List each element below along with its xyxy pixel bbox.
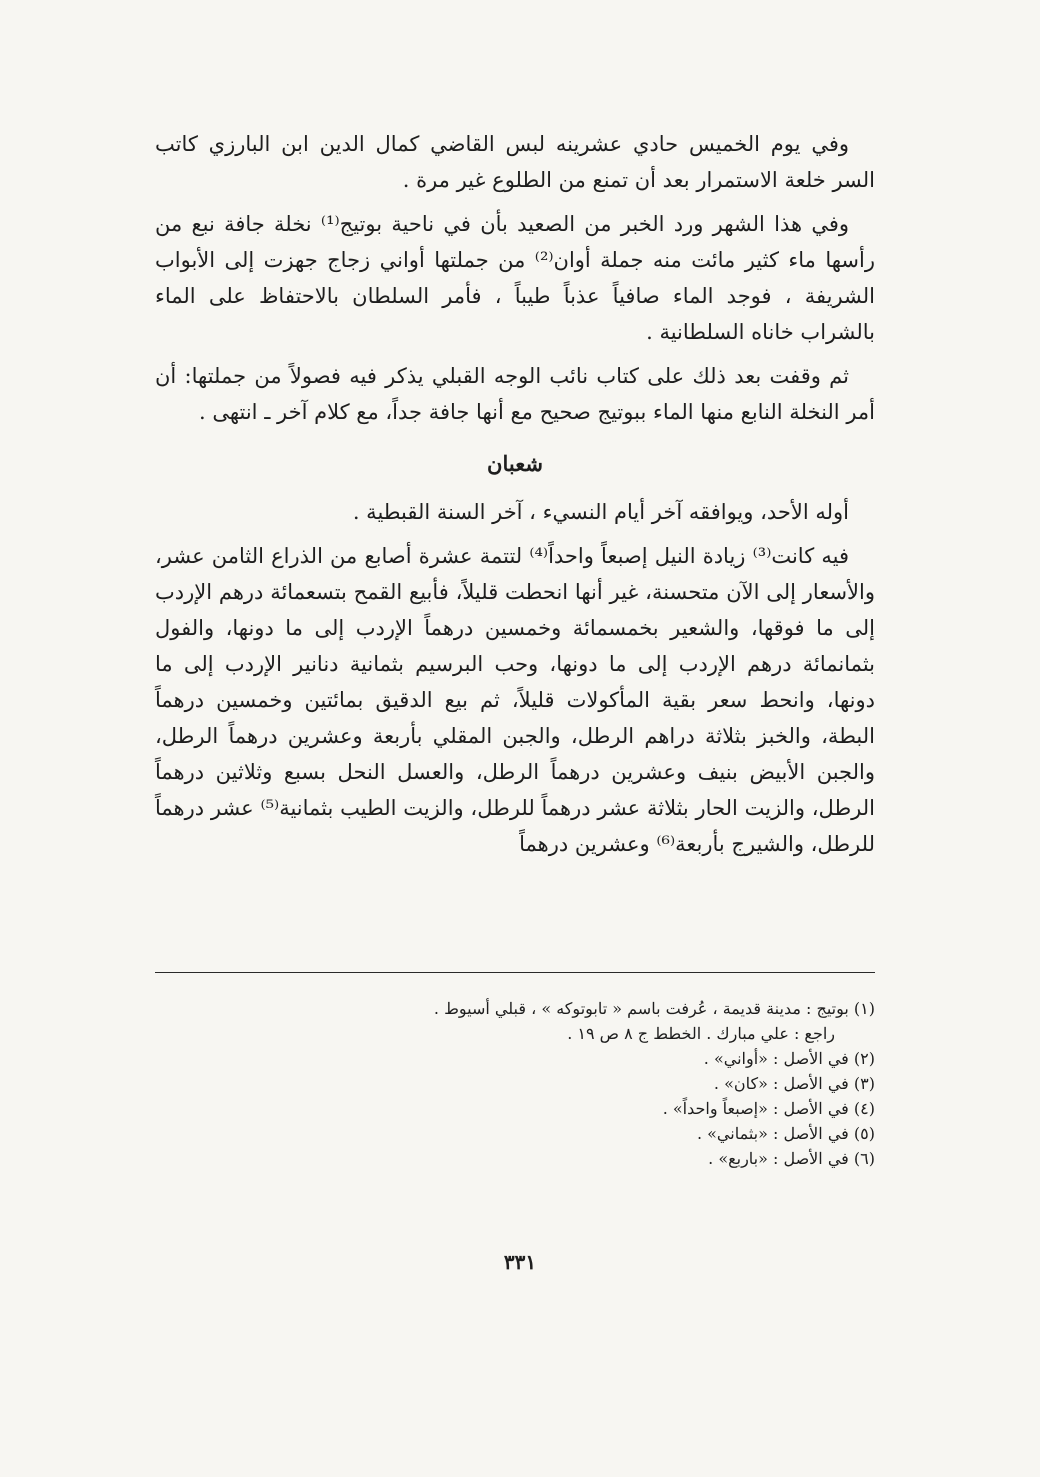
- paragraph: أوله الأحد، ويوافقه آخر أيام النسيء ، آخر السنة القبطية .: [352, 500, 849, 524]
- footnotes: [155, 996, 875, 1171]
- footnote-continuation: راجع : علي مبارك . الخطط ج ٨ ص ١٩ .: [567, 1024, 835, 1043]
- footnote: (٤) في الأصل : «إصبعاً واحداً» .: [662, 1099, 875, 1118]
- section-heading: شعبان: [487, 451, 543, 476]
- footnote-divider: [155, 972, 875, 973]
- paragraph: وفي هذا الشهر ورد الخبر من الصعيد بأن في ناحية بوتيج⁽¹⁾ نخلة جافة نبع من رأسها ماء كثير مائت منه جملة أوان⁽²⁾ من جملتها أواني زجاج جهزت إلى الأبواب الشريفة ، فوجد الماء صافياً عذباً طيباً ، فأمر السلطان بالاحتفاظ على الماء بالشراب خاناه السلطانية .: [155, 212, 875, 344]
- paragraph: وفي يوم الخميس حادي عشرينه لبس القاضي كمال الدين ابن البارزي كاتب السر خلعة الاستمرار بعد أن تمنع من الطلوع غير مرة .: [155, 132, 875, 192]
- paragraph: ثم وقفت بعد ذلك على كتاب نائب الوجه القبلي يذكر فيه فصولاً من جملتها: أن أمر النخلة النابع منها الماء ببوتيج صحيح مع أنها جافة جداً، مع كلام آخر ـ انتهى .: [155, 364, 875, 424]
- footnote: (٢) في الأصل : «أواني» .: [703, 1049, 875, 1068]
- footnote: (٦) في الأصل : «باربع» .: [708, 1149, 875, 1168]
- footnote: (١) بوتيج : مدينة قديمة ، عُرفت باسم « تابوتوكه » ، قبلي أسيوط .: [433, 999, 875, 1018]
- footnote: (٣) في الأصل : «كان» .: [713, 1074, 875, 1093]
- footnote: (٥) في الأصل : «بثماني» .: [696, 1124, 875, 1143]
- main-text: [155, 126, 875, 870]
- page-number: ٣٣١: [503, 1250, 537, 1274]
- paragraph: فيه كانت⁽³⁾ زيادة النيل إصبعاً واحداً⁽⁴⁾ لتتمة عشرة أصابع من الذراع الثامن عشر، والأسعار إلى الآن متحسنة، غير أنها انحطت قليلاً، فأبيع القمح بتسعمائة درهم الإردب إلى ما فوقها، والشعير بخمسمائة وخمسين درهماً الإردب إلى ما دونها، والفول بثمانمائة درهم الإردب إلى ما دونها، وحب البرسيم بثمانية دنانير الإردب إلى ما دونها، وانحط سعر بقية المأكولات قليلاً، ثم بيع الدقيق بمائتين وخمسين درهماً البطة، والخبز بثلاثة دراهم الرطل، والجبن المقلي بأربعة وعشرين درهماً الرطل، والجبن الأبيض بنيف وعشرين درهماً الرطل، والعسل النحل بسبع وثلاثين درهماً الرطل، والزيت الحار بثلاثة عشر درهماً للرطل، والزيت الطيب بثمانية⁽⁵⁾ عشر درهماً للرطل، والشيرج بأربعة⁽⁶⁾ وعشرين درهماً: [155, 544, 875, 856]
